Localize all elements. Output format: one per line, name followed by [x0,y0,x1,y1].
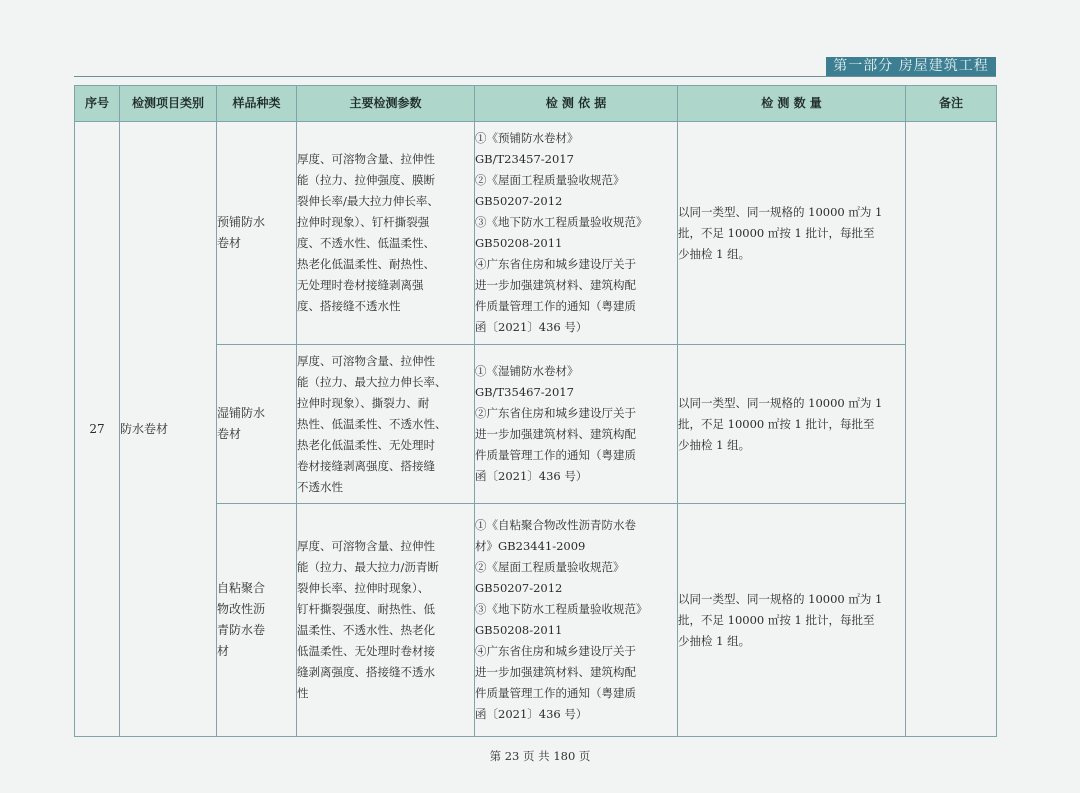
sample-type: 自粘聚合 物改性沥 青防水卷 材 [217,504,297,737]
item-seq: 27 [75,122,120,737]
page-number: 第 23 页 共 180 页 [489,749,591,763]
section-title: 第一部分 房屋建筑工程 [826,57,996,76]
col-header-params: 主要检测参数 [297,86,475,122]
col-header-seq: 序号 [75,86,120,122]
test-quantity: 以同一类型、同一规格的 10000 ㎡为 1 批，不足 10000 ㎡按 1 批计，每批至 少抽检 1 组。 [678,345,906,504]
test-params: 厚度、可溶物含量、拉伸性 能（拉力、拉伸强度、膜断 裂伸长率/最大拉力伸长率、 拉伸时现象）、钉杆撕裂强 度、不透水性、低温柔性、 热老化低温柔性、耐热性、 无处理时卷材接缝剥离强 度、搭接缝不透水性 [297,122,475,345]
table-header-row [75,86,997,122]
item-category: 防水卷材 [120,122,217,737]
col-header-sample: 样品种类 [217,86,297,122]
col-header-basis: 检 测 依 据 [475,86,678,122]
col-header-category: 检测项目类别 [120,86,217,122]
sample-type: 预铺防水 卷材 [217,122,297,345]
table-row [75,122,997,345]
inspection-table [74,85,997,737]
test-quantity: 以同一类型、同一规格的 10000 ㎡为 1 批，不足 10000 ㎡按 1 批计，每批至 少抽检 1 组。 [678,122,906,345]
col-header-notes: 备注 [906,86,997,122]
header-divider [74,76,996,77]
notes-cell [906,122,997,737]
test-basis: ①《自粘聚合物改性沥青防水卷 材》GB23441-2009 ②《屋面工程质量验收规范》 GB50207-2012 ③《地下防水工程质量验收规范》 GB50208-2011 ④广东省住房和城乡建设厅关于 进一步加强建筑材料、建筑构配 件质量管理工作的通知（粤建质 函〔2021〕436 号） [475,504,678,737]
sample-type: 湿铺防水 卷材 [217,345,297,504]
col-header-quantity: 检 测 数 量 [678,86,906,122]
test-basis: ①《预铺防水卷材》 GB/T23457-2017 ②《屋面工程质量验收规范》 GB50207-2012 ③《地下防水工程质量验收规范》 GB50208-2011 ④广东省住房和城乡建设厅关于 进一步加强建筑材料、建筑构配 件质量管理工作的通知（粤建质 函〔2021〕436 号） [475,122,678,345]
test-quantity: 以同一类型、同一规格的 10000 ㎡为 1 批，不足 10000 ㎡按 1 批计，每批至 少抽检 1 组。 [678,504,906,737]
test-basis: ①《湿铺防水卷材》 GB/T35467-2017 ②广东省住房和城乡建设厅关于 进一步加强建筑材料、建筑构配 件质量管理工作的通知（粤建质 函〔2021〕436 号） [475,345,678,504]
test-params: 厚度、可溶物含量、拉伸性 能（拉力、最大拉力伸长率、 拉伸时现象）、撕裂力、耐 热性、低温柔性、不透水性、 热老化低温柔性、无处理时 卷材接缝剥离强度、搭接缝 不透水性 [297,345,475,504]
test-params: 厚度、可溶物含量、拉伸性 能（拉力、最大拉力/沥青断 裂伸长率、拉伸时现象）、 钉杆撕裂强度、耐热性、低 温柔性、不透水性、热老化 低温柔性、无处理时卷材接 缝剥离强度、搭接缝不透水 性 [297,504,475,737]
